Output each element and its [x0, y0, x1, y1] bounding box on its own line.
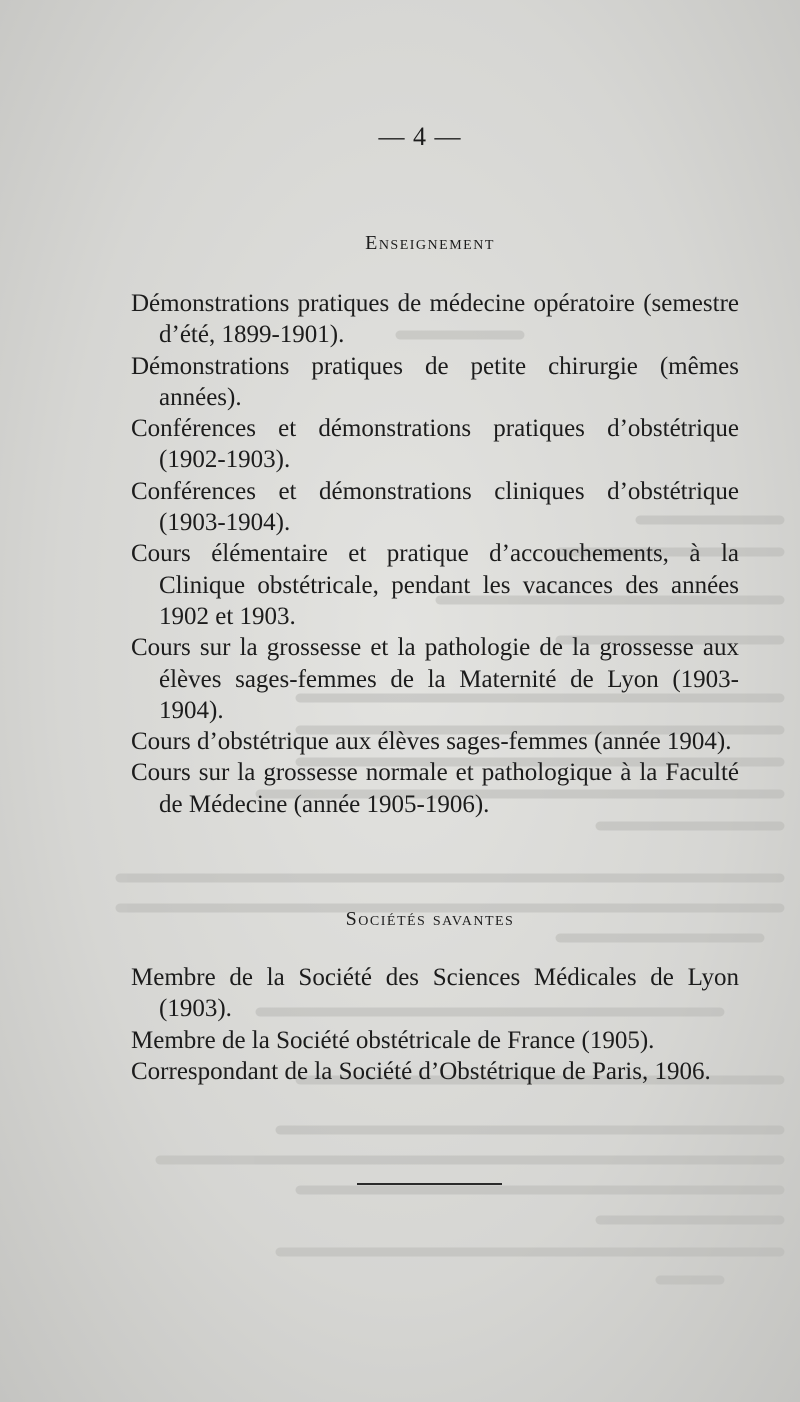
page-number: — 4 — [378, 122, 462, 151]
enseignement-list [131, 288, 739, 820]
list-item: Correspondant de la Société d’Obstétrique de Paris, 1906. [131, 1057, 711, 1085]
section-heading-enseignement: Enseignement [365, 232, 495, 254]
list-item: Conférences et démonstrations cliniques d’obstétrique (1903-1904). [131, 477, 739, 537]
list-item: Cours sur la grossesse normale et pathologique à la Faculté de Médecine (année 1905-1906). [131, 759, 739, 818]
societes-savantes-list [131, 962, 739, 1087]
section-heading-societes-savantes: Sociétés savantes [345, 908, 515, 930]
list-item: Démonstrations pratiques de médecine opératoire (semestre d’été, 1899-1901). [131, 290, 739, 349]
list-item: Démonstrations pratiques de petite chirurgie (mêmes années). [131, 352, 739, 411]
end-rule [357, 1183, 502, 1185]
list-item: Cours sur la grossesse et la pathologie de la grossesse aux élèves sages-femmes de la Maternité de Lyon (1903-1904). [131, 634, 739, 724]
list-item: Cours d’obstétrique aux élèves sages-femmes (année 1904). [131, 728, 732, 756]
list-item: Cours élémentaire et pratique d’accouchements, à la Clinique obstétricale, pendant les vacances des années 1902 et 1903. [131, 540, 739, 630]
list-item: Membre de la Société des Sciences Médicales de Lyon (1903). [131, 964, 739, 1023]
list-item: Membre de la Société obstétricale de France (1905). [131, 1026, 655, 1054]
list-item: Conférences et démonstrations pratiques d’obstétrique (1902-1903). [131, 415, 739, 474]
